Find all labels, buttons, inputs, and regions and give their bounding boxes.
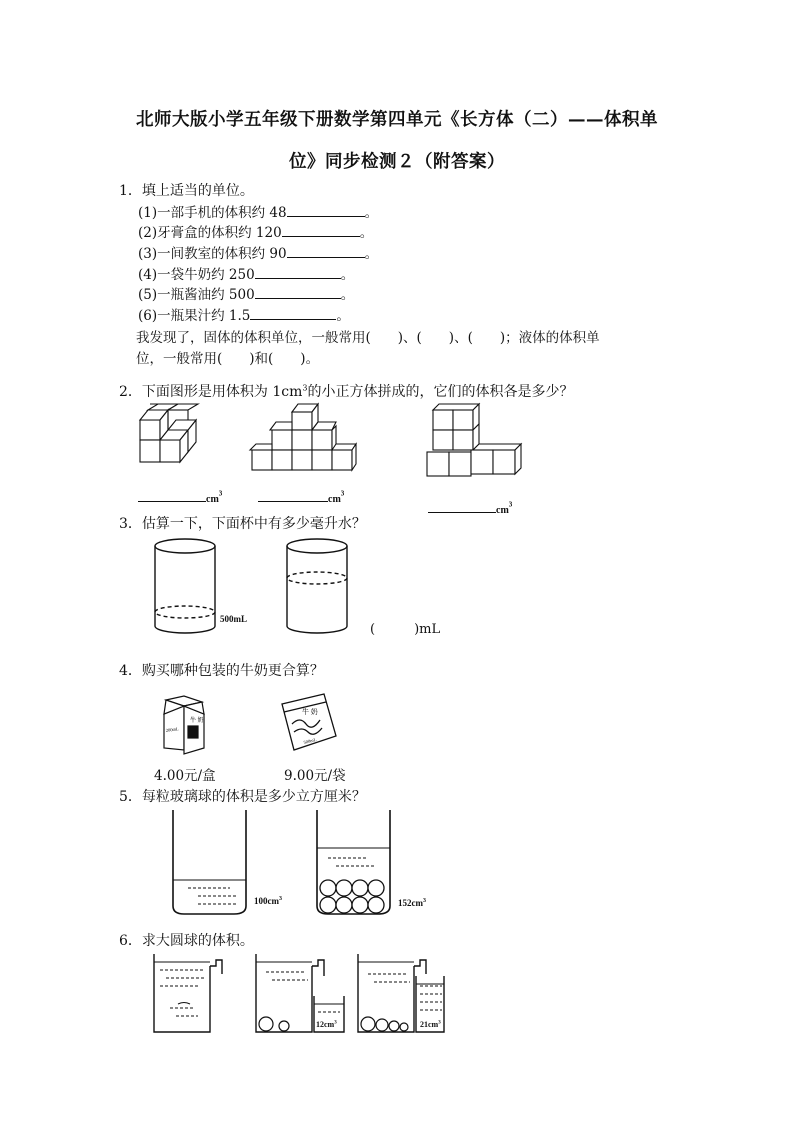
page-title-line-2: 位》同步检测２（附答案） bbox=[289, 152, 505, 172]
container-3-label: $21cm^3$ bbox=[420, 1020, 441, 1029]
q1-item-6: (6)一瓶果汁约 1.5 。 bbox=[138, 308, 350, 324]
answer-blank[interactable] bbox=[287, 203, 365, 217]
box-price: 4.00元/盒 bbox=[154, 768, 216, 784]
cube-figure-1 bbox=[138, 404, 198, 466]
bag-volume: 500mL bbox=[303, 736, 317, 745]
overflow-container-2 bbox=[252, 952, 362, 1036]
beaker-with-marbles bbox=[314, 810, 394, 920]
measuring-cup-1 bbox=[150, 538, 220, 638]
answer-blank[interactable] bbox=[255, 265, 341, 279]
answer-blank[interactable] bbox=[258, 493, 328, 502]
q1-discovery-line-1: 我发现了，固体的体积单位，一般常用( )、( )、( )；液体的体积单 bbox=[136, 330, 600, 346]
q1-heading: 1．填上适当的单位。 bbox=[119, 183, 254, 199]
q2-answer-2: $cm^3$ bbox=[258, 487, 344, 506]
q2-answer-1: $cm^3$ bbox=[138, 487, 222, 506]
q6-heading: 6．求大圆球的体积。 bbox=[119, 933, 254, 949]
cube-figure-3 bbox=[425, 404, 525, 482]
bag-price: 9.00元/袋 bbox=[284, 768, 346, 784]
q1-item-1: (1)一部手机的体积约 48 。 bbox=[138, 205, 379, 221]
answer-blank[interactable] bbox=[250, 306, 336, 320]
q2-answer-3: $cm^3$ bbox=[428, 498, 512, 517]
q3-heading: 3．估算一下，下面杯中有多少毫升水？ bbox=[119, 516, 366, 532]
measuring-cup-2 bbox=[282, 538, 352, 638]
q3-answer-blank[interactable]: ( )mL bbox=[370, 622, 441, 637]
container-2-label: $12cm^3$ bbox=[316, 1020, 337, 1029]
answer-blank[interactable] bbox=[428, 504, 496, 513]
q4-heading: 4．购买哪种包装的牛奶更合算？ bbox=[119, 663, 324, 679]
beaker-volume-left: $100cm^3$ bbox=[254, 896, 282, 906]
q1-item-3: (3)一间教室的体积约 90 。 bbox=[138, 246, 379, 262]
q1-item-4: (4)一袋牛奶约 250 。 bbox=[138, 267, 355, 283]
q1-item-2: (2)牙膏盒的体积约 120 。 bbox=[138, 225, 374, 241]
q2-heading: 2．下面图形是用体积为 $1cm^3$的小正方体拼成的，它们的体积各是多少？ bbox=[119, 383, 574, 400]
cup-volume-label: 500mL bbox=[220, 614, 247, 624]
q5-heading: 5．每粒玻璃球的体积是多少立方厘米？ bbox=[119, 789, 366, 805]
milk-carton-icon bbox=[160, 694, 208, 756]
q1-discovery-line-2: 位，一般常用( )和( )。 bbox=[136, 351, 320, 367]
answer-blank[interactable] bbox=[287, 244, 365, 258]
milk-bag-icon bbox=[278, 692, 340, 756]
overflow-container-1 bbox=[150, 952, 230, 1036]
bag-text: 牛 奶 bbox=[302, 708, 318, 716]
carton-volume: 200mL bbox=[165, 726, 180, 733]
page-title-line-1: 北师大版小学五年级下册数学第四单元《长方体（二）——体积单 bbox=[136, 110, 658, 130]
q1-item-5: (5)一瓶酱油约 500 。 bbox=[138, 287, 355, 303]
cube-figure-2 bbox=[248, 404, 360, 472]
answer-blank[interactable] bbox=[138, 493, 206, 502]
beaker-volume-right: $152cm^3$ bbox=[398, 898, 426, 908]
beaker-empty bbox=[170, 810, 250, 920]
answer-blank[interactable] bbox=[282, 223, 360, 237]
answer-blank[interactable] bbox=[255, 285, 341, 299]
carton-text: 牛 奶 bbox=[190, 718, 204, 724]
